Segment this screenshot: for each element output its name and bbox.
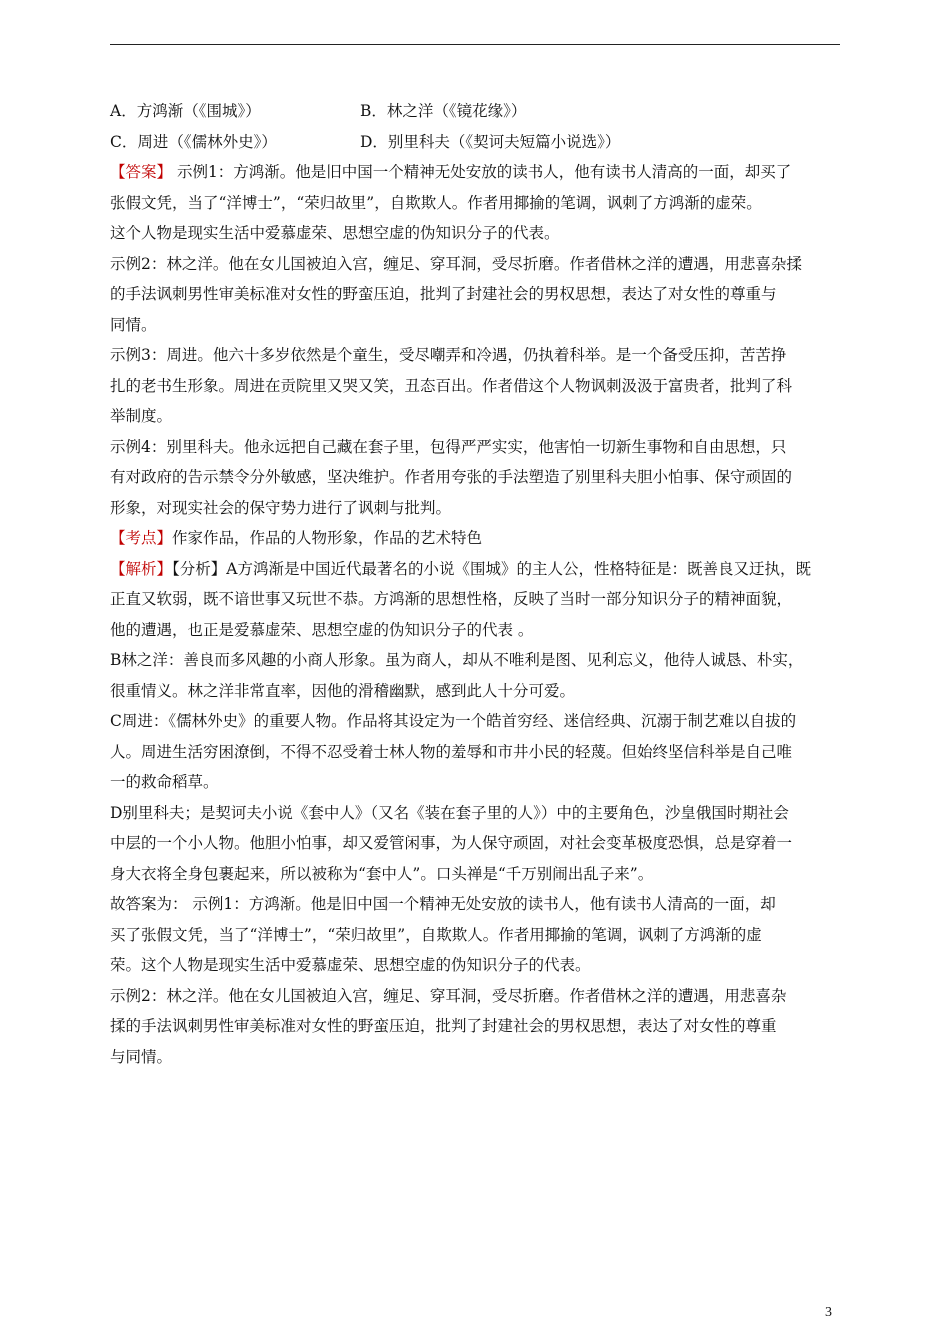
header-rule [110,44,840,45]
answer-line: 【答案】 示例1：方鸿渐。他是旧中国一个精神无处安放的读书人，他有读书人清高的一面，却买了 [110,163,792,181]
answer-line: 示例3：周进。他六十多岁依然是个童生，受尽嘲弄和冷遇，仍执着科举。是一个备受压抑，苦苦挣 [110,346,787,364]
jiexi-line: 身大衣将全身包裹起来，所以被称为“套中人”。口头禅是“千万别闹出乱子来”。 [110,864,654,883]
answer-line: 的手法讽刺男性审美标准对女性的野蛮压迫，批判了封建社会的男权思想，表达了对女性的尊重与 [110,285,777,303]
jiexi-line: 很重情义。林之洋非常直率，因他的滑稽幽默，感到此人十分可爱。 [110,681,576,700]
answer-line: 张假文凭，当了“洋博士”，“荣归故里”，自欺欺人。作者用揶揄的笔调，讽刺了方鸿渐的虚荣。 [110,193,762,212]
jiexi-line: 人。周进生活穷困潦倒，不得不忍受着士林人物的羞辱和市井小民的轻蔑。但始终坚信科举是自己唯 [110,742,793,761]
answer-line: 扎的老书生形象。周进在贡院里又哭又笑，丑态百出。作者借这个人物讽刺汲汲于富贵者，批判了科 [110,376,793,395]
option-a: A．方鸿渐（《围城》） [110,102,261,120]
answer-line: 同情。 [110,315,157,334]
jiexi-line: 示例2：林之洋。他在女儿国被迫入宫，缠足、穿耳洞，受尽折磨。作者借林之洋的遭遇，用悲喜杂 [110,986,787,1005]
answer-tag: 【答案】 [110,163,173,181]
jiexi-line: D别里科夫；是契诃夫小说《套中人》（又名《装在套子里的人》）中的主要角色，沙皇俄国时期社会 [110,803,789,822]
jiexi-line: 【解析】【分析】A方鸿渐是中国近代最著名的小说《围城》的主人公，性格特征是：既善良又迂执，既 [110,559,811,578]
options-row-1 [110,96,842,127]
jiexi-line: C周进：《儒林外史》的重要人物。作品将其设定为一个皓首穷经、迷信经典、沉溺于制艺难以自拔的 [110,712,797,730]
jiexi-line: 揉的手法讽刺男性审美标准对女性的野蛮压迫，批判了封建社会的男权思想，表达了对女性的尊重 [110,1017,777,1035]
kaodian-tag: 【考点】 [110,529,173,547]
jiexi-line: 正直又软弱，既不谙世事又玩世不恭。方鸿渐的思想性格，反映了当时一部分知识分子的精神面貌， [110,590,793,608]
answer-line: 举制度。 [110,407,173,425]
jiexi-line: 他的遭遇，也正是爱慕虚荣、思想空虚的伪知识分子的代表 。 [110,620,534,639]
answer-line: 示例2：林之洋。他在女儿国被迫入宫，缠足、穿耳洞，受尽折磨。作者借林之洋的遭遇，用悲喜杂揉 [110,254,802,273]
jiexi-line: 中层的一个小人物。他胆小怕事，却又爱管闲事，为人保守顽固，对社会变革极度恐惧，总是穿着一 [110,834,793,852]
jiexi-line: 一的救命稻草。 [110,773,219,791]
jiexi-line: 荣。这个人物是现实生活中爱慕虚荣、思想空虚的伪知识分子的代表。 [110,956,591,974]
jiexi-line: 与同情。 [110,1047,173,1066]
page-number: 3 [825,1305,832,1320]
options-row-2 [110,127,842,158]
answer-line: 形象，对现实社会的保守势力进行了讽刺与批判。 [110,498,452,517]
answer-line: 示例4：别里科夫。他永远把自己藏在套子里，包得严严实实，他害怕一切新生事物和自由思想，只 [110,437,787,456]
jiexi-line: 买了张假文凭，当了“洋博士”，“荣归故里”，自欺欺人。作者用揶揄的笔调，讽刺了方鸿渐的虚 [110,925,762,944]
jiexi-tag: 【解析】 [110,559,173,578]
document-body [110,96,842,1072]
option-b: B．林之洋（《镜花缘》） [360,102,527,120]
jiexi-line: 故答案为： 示例1：方鸿渐。他是旧中国一个精神无处安放的读书人，他有读书人清高的一面，却 [110,895,776,913]
jiexi-line: B林之洋：善良而多风趣的小商人形象。虽为商人，却从不唯利是图、见利忘义，他待人诚恳、朴实， [110,651,804,669]
answer-line: 这个人物是现实生活中爱慕虚荣、思想空虚的伪知识分子的代表。 [110,224,560,242]
answer-line: 有对政府的告示禁令分外敏感，坚决维护。作者用夸张的手法塑造了别里科夫胆小怕事、保守顽固的 [110,468,793,486]
option-c: C．周进（《儒林外史》） [110,132,277,151]
kaodian-line: 【考点】作家作品，作品的人物形象，作品的艺术特色 [110,529,483,547]
option-d: D．别里科夫（《契诃夫短篇小说选》） [360,132,621,151]
